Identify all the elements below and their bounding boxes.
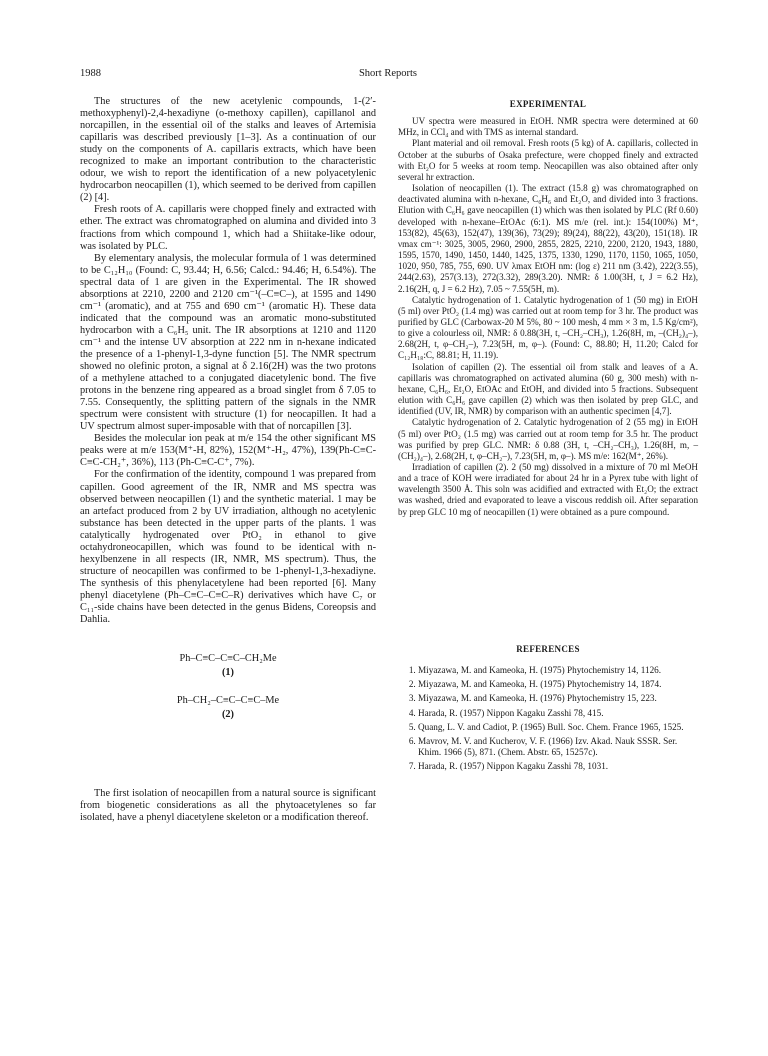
formula-2-label: (2) [221, 709, 234, 721]
closing-paragraph: The first isolation of neocapillen from a natural source is significant from biogenetic considerations as all the phytoacetylenes so far isolated, have a phenyl diacetylene skeleton or a modification thereof. [80, 788, 376, 824]
left-column [80, 96, 376, 824]
analysis-paragraph: By elementary analysis, the molecular formula of 1 was determined to be C₁₂H₁₀ (Found: C, 93.44; H, 6.56; Calcd.: 94.46; H, 6.54%). The spectral data of 1 are given in the Experimental. The IR showed absorptions at 2210, 2200 and 2120 cm⁻¹(–C≡C–), at 1595 and 1490 cm⁻¹ (aromatic), and at 755 and 690 cm⁻¹ (aromatic H). These data indicated that the compound was an aromatic mono-substituted hydrocarbon with a C₆H₅ unit. The IR absorptions at 1210 and 1120 cm⁻¹ and the intense UV absorption at 222 nm in n-hexane indicated the presence of a 1-phenyl-1,3-dyne function [5]. The NMR spectrum showed no olefinic proton, a signal at δ 2.16(2H) was the two protons of a methylene attached to a conjugated diacetylenic bond. The five protons in the benzene ring appeared as a broad singlet from δ 7.05 to 7.55. Consequently, the splitting pattern of the signals in the NMR spectrum were consistent with structure (1) for neocapillen. It had a UV spectrum almost super-imposable with that of norcapillen [3]. [80, 252, 376, 433]
reference-item: 1. Miyazawa, M. and Kameoka, H. (1975) Phytochemistry 14, 1126. [418, 665, 698, 676]
confirmation-paragraph: For the confirmation of the identity, compound 1 was prepared from capillen. Good agreement of the IR, NMR and MS spectra was observed between neocapillen (1) and the synthetic material. 1 may be an artefact produced from 2 by UV irradiation, although no acetylenic substance has been detected in the upper parts of the plants. 1 was catalytically hydrogenated over PtO₂ in ethanol to give octahydroneocapillen, which was found to be identical with n-hexylbenzene in all respects (IR, NMR, MS spectrum). Thus, the structure of neocapillen was confirmed to be 1-phenyl-1,3-hexadiyne. The synthesis of this phenylacetylene had been reported [6]. Many phenyl diacetylene (Ph–C≡C–C≡C–R) derivatives which have C₇ or C₁₁-side chains have been detected in the genus Bidens, Coreopsis and Dahlia. [80, 469, 376, 626]
reference-item: 7. Harada, R. (1957) Nippon Kagaku Zasshi 78, 1031. [418, 761, 698, 772]
intro-paragraph: The structures of the new acetylenic compounds, 1-(2′-methoxyphenyl)-2,4-hexadiyne (o-methoxy capillen), capillanol and norcapillen, in the essential oil of the stalks and leaves of Artemisia capillaris was described previously [1–3]. As a continuation of our study on the components of A. capillaris extracts, which have been recognized to make an important contribution to the characteristic odour, we wish to report the identification of a new polyacetylenic hydrocarbon neocapillen (1), which seemed to be derived from capillen (2) [4]. [80, 96, 376, 204]
structure-formula-2 [80, 694, 376, 722]
experimental-paragraph: UV spectra were measured in EtOH. NMR spectra were determined at 60 MHz, in CCl₄ and with TMS as internal standard. [398, 116, 698, 138]
ms-paragraph: Besides the molecular ion peak at m/e 154 the other significant MS peaks were at m/e 153(M⁺-H, 82%), 152(M⁺-H₂, 47%), 139(Ph-C≡C-C≡C-CH₂⁺, 36%), 113 (Ph-C≡C-C⁺, 7%). [80, 433, 376, 469]
running-title: Short Reports [358, 68, 418, 79]
page-header [80, 68, 696, 82]
formula-1-label: (1) [221, 667, 234, 679]
experimental-heading: EXPERIMENTAL [509, 99, 587, 109]
reference-item: 6. Mavrov, M. V. and Kucherov, V. F. (1966) Izv. Akad. Nauk SSSR. Ser. Khim. 1966 (5), 871. (Chem. Abstr. 65, 15257c). [418, 736, 698, 758]
hydrogenation-1-paragraph: Catalytic hydrogenation of 1. Catalytic hydrogenation of 1 (50 mg) in EtOH (5 ml) over PtO₂ (1.4 mg) was carried out at room temp for 3 hr. The product was purified by GLC (Carbowax-20 M 5%, 80 ~ 100 mesh, 4 mm × 3 m, 1.5 Kg/cm²), to give a colourless oil, NMR: δ 0.88(3H, t, –CH₂–CH₃), 1.26(8H, m, –(CH₂)₄–), 2.68(2H, t, φ–CH₂–), 7.23(5H, m, φ–). (Found: C, 88.80; H, 11.20; Calcd for C₁₂H₁₈:C, 88.81; H, 11.19). [398, 294, 698, 361]
reference-item: 5. Quang, L. V. and Cadiot, P. (1965) Bull. Soc. Chem. France 1965, 1525. [418, 722, 698, 733]
isolation-capillen-paragraph: Isolation of capillen (2). The essential oil from stalk and leaves of a A. capillaris was chromatographed on activated alumina (60 g, 300 mesh) with n-hexane, C₆H₆, Et₂O, EtOAc and EtOH, and divided into 5 fractions. Subsequent elution with C₆H₆ gave capillen (2) which was then isolated by prep GLC, and identified (UV, IR, NMR) by comparison with an authentic specimen [4,7]. [398, 361, 698, 417]
reference-item: 2. Miyazawa, M. and Kameoka, H. (1975) Phytochemistry 14, 1874. [418, 679, 698, 690]
references-heading: REFERENCES [516, 643, 580, 654]
page-number: 1988 [80, 68, 101, 79]
isolation-neocapillen-paragraph: Isolation of neocapillen (1). The extract (15.8 g) was chromatographed on deactivated alumina with n-hexane, C₆H₆ and Et₂O, and divided into 3 fractions. Elution with C₆H₆ gave neocapillen (1) which was then isolated by PLC (Rf 0.60) developed with n-hexane–EtOAc (6:1). MS m/e (rel. int.): 154(100%) M⁺, 153(82), 45(63), 152(47), 139(36), 73(29); 89(24), 88(22), 43(20), 151(18). IR νmax cm⁻¹: 3025, 3005, 2960, 2900, 2855, 2825, 2210, 2200, 2120, 1943, 1880, 1595, 1570, 1490, 1450, 1440, 1425, 1375, 1330, 1290, 1170, 1150, 1065, 1050, 1020, 950, 785, 755, 690. UV λmax EtOH nm: (log ε) 211 nm (3.42), 222(3.55), 244(2.63), 257(3.13), 272(3.32), 289(3.20). NMR: δ 1.00(3H, t, J = 6.2 Hz), 2.16(2H, q, J = 6.2 Hz), 7.05 ~ 7.55(5H, m). [398, 183, 698, 294]
formula-1-text: Ph–C≡C–C≡C–CH₂Me [179, 653, 277, 665]
extraction-paragraph: Fresh roots of A. capillaris were chopped finely and extracted with ether. The extract was chromatographed on alumina and divided into 3 fractions from which compound 1, which had a Shiitake-like odour, was isolated by PLC. [80, 204, 376, 252]
reference-item: 4. Harada, R. (1957) Nippon Kagaku Zasshi 78, 415. [418, 708, 698, 719]
hydrogenation-2-paragraph: Catalytic hydrogenation of 2. Catalytic hydrogenation of 2 (55 mg) in EtOH (5 ml) over PtO₂ (1.5 mg) was carried out at room temp for 3.5 hr. The product was purified by prep GLC. NMR: δ 0.88 (3H, t, –CH₂–CH₃), 1.26(8H, m, –(CH₂)₄–), 2.68(2H, t, φ–CH₂–), 7.23(5H, m, φ–). MS m/e: 162(M⁺, 26%). [398, 417, 698, 461]
formula-2-text: Ph–CH₂–C≡C–C≡C–Me [176, 695, 280, 707]
irradiation-paragraph: Irradiation of capillen (2). 2 (50 mg) dissolved in a mixture of 70 ml MeOH and a trace of KOH were irradiated for about 24 hr in a Pyrex tube with light of wavelength 3500 Å. This soln was acidified and extracted with Et₂O; the extract was washed, dried and evaporated to leave a viscous reddish oil. After separation by prep GLC 10 mg of neocapillen (1) were obtained as a pure compound. [398, 462, 698, 517]
reference-item: 3. Miyazawa, M. and Kameoka, H. (1976) Phytochemistry 15, 223. [418, 693, 698, 704]
plant-material-paragraph: Plant material and oil removal. Fresh roots (5 kg) of A. capillaris, collected in October at the suburbs of Osaka prefecture, were chopped finely and extracted with Et₂O for 5 weeks at room temp. Neocapillen was also obtained after only several hr extraction. [398, 138, 698, 182]
structure-formula-1 [80, 652, 376, 680]
right-column [398, 96, 698, 776]
reference-list [398, 665, 698, 773]
